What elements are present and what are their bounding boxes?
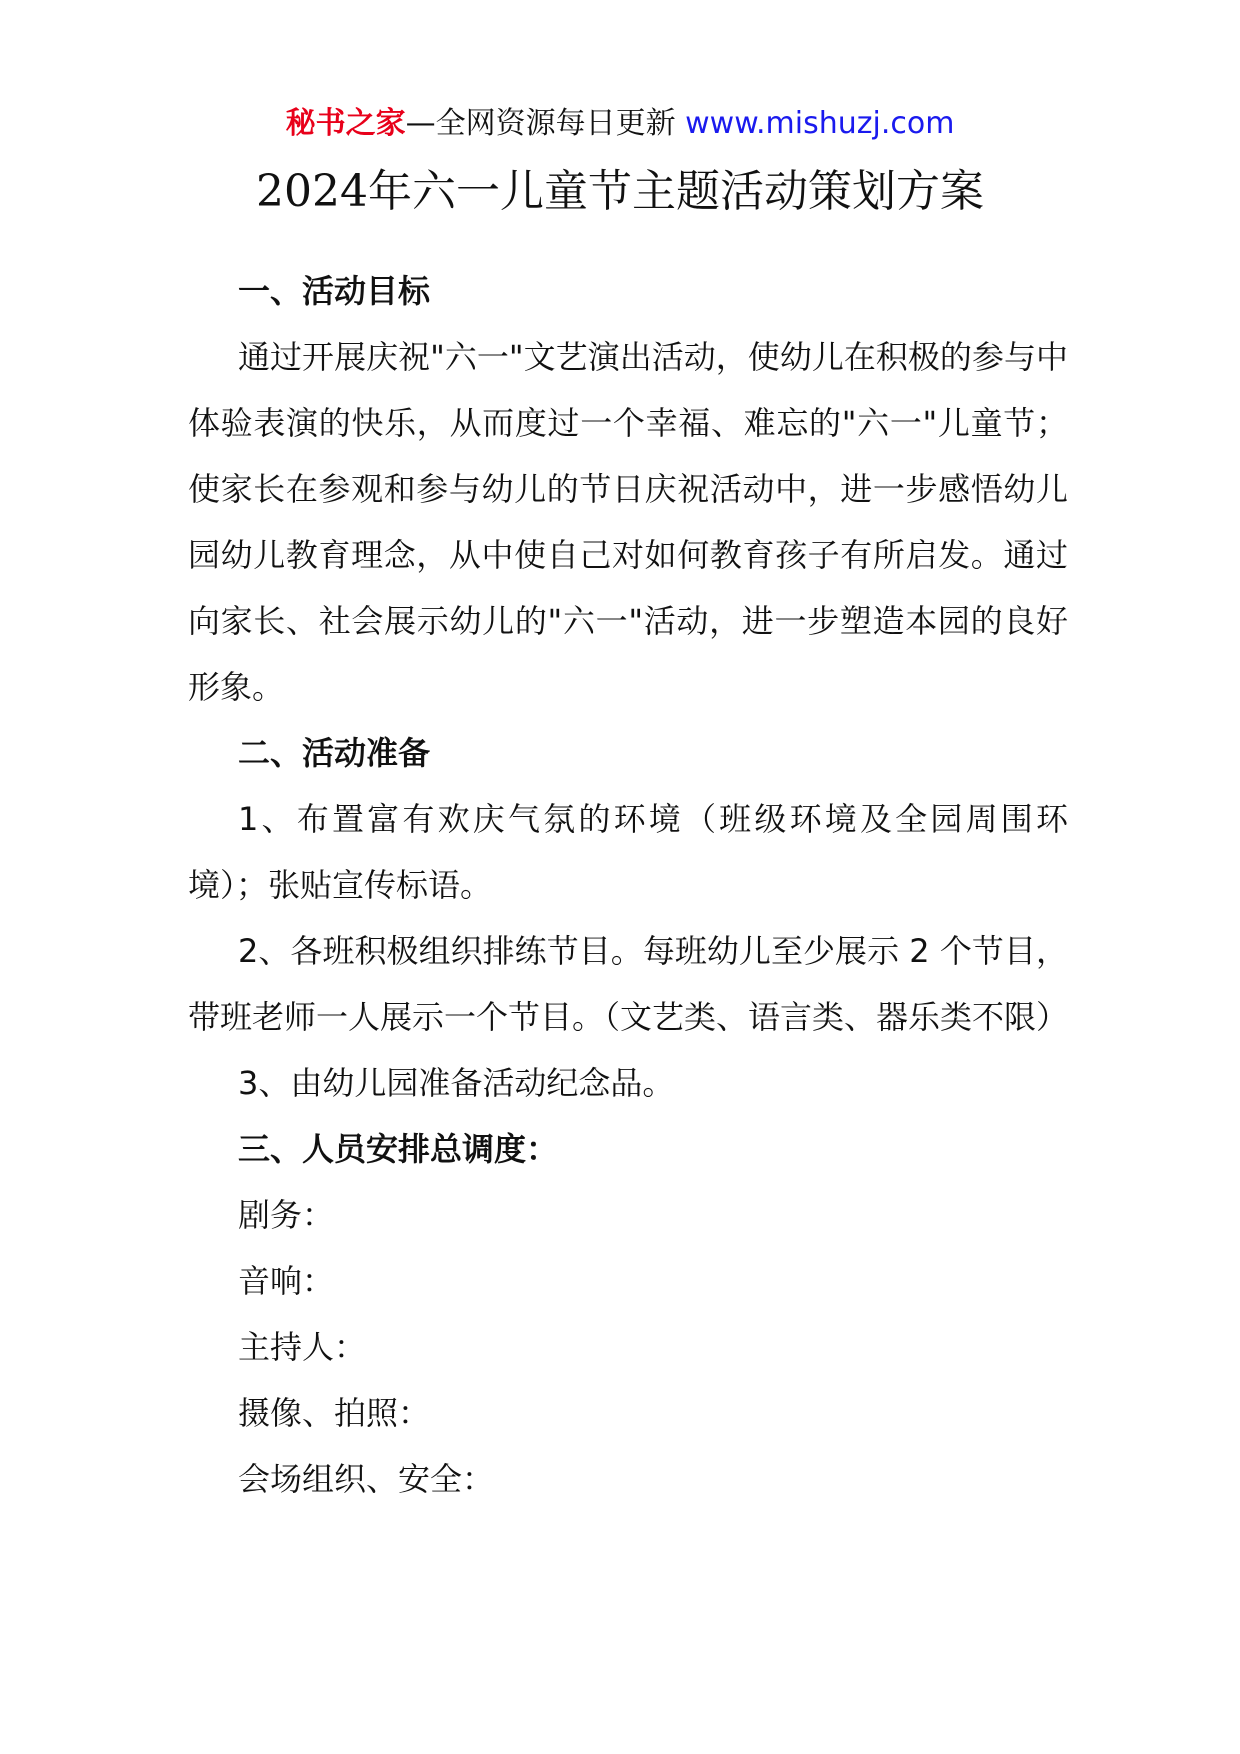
section-heading-goals: 一、活动目标: [238, 272, 431, 310]
role-photography: 摄像、拍照：: [238, 1394, 431, 1432]
role-host: 主持人：: [238, 1328, 367, 1366]
header-tagline: —全网资源每日更新: [405, 106, 686, 141]
preparation-item-1: 1、布置富有欢庆气氛的环境（班级环境及全园周围环境）；张贴宣传标语。: [188, 800, 1068, 904]
role-stage-affairs: 剧务：: [238, 1196, 335, 1234]
preparation-item-2: 2、各班积极组织排练节目。每班幼儿至少展示 2 个节目，带班老师一人展示一个节目。（文艺类、语言类、器乐类不限）: [188, 932, 1069, 1036]
goals-paragraph: 通过开展庆祝"六一"文艺演出活动，使幼儿在积极的参与中体验表演的快乐，从而度过一个幸福、难忘的"六一"儿童节；使家长在参观和参与幼儿的节日庆祝活动中，进一步感悟幼儿园幼儿教育理念，从中使自己对如何教育孩子有所启发。通过向家长、社会展示幼儿的"六一"活动，进一步塑造本园的良好形象。: [188, 338, 1068, 706]
section-heading-staff: 三、人员安排总调度：: [238, 1130, 559, 1168]
section-heading-preparation: 二、活动准备: [238, 734, 431, 772]
site-url-link[interactable]: www.mishuzj.com: [685, 106, 955, 141]
role-venue-safety: 会场组织、安全：: [238, 1460, 495, 1498]
role-sound: 音响：: [238, 1262, 335, 1300]
site-header: [0, 102, 1240, 146]
document-body: [188, 258, 1068, 1512]
title-year: 2024: [256, 166, 368, 217]
brand-name: 秘书之家: [285, 106, 406, 141]
preparation-item-3: 3、由幼儿园准备活动纪念品。: [238, 1064, 675, 1102]
document-title: [0, 162, 1240, 222]
title-text: 年六一儿童节主题活动策划方案: [367, 166, 984, 217]
